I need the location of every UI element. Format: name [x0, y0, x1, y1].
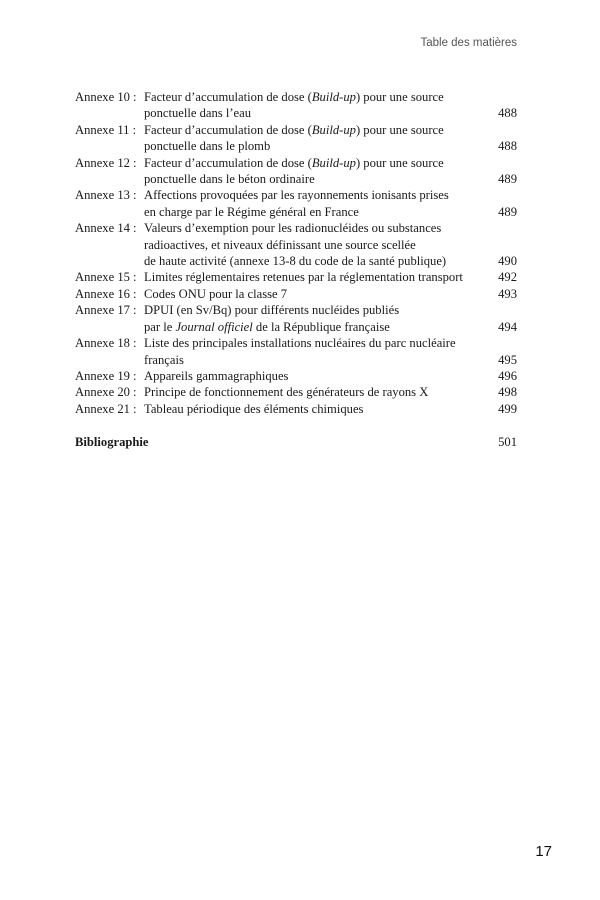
- toc-entry-annexe-11[interactable]: [75, 122, 517, 155]
- toc-entry-bibliography[interactable]: [75, 434, 517, 450]
- toc-entry-title-line: Limites réglementaires retenues par la réglementation transport: [144, 270, 463, 285]
- toc-entry-annexe-18[interactable]: [75, 335, 517, 368]
- toc-entry-page: 499: [498, 401, 517, 416]
- toc-entry-title-line: Tableau périodique des éléments chimiques: [144, 401, 364, 416]
- toc-entry-page: 492: [498, 270, 517, 285]
- toc-entry-title-line: en charge par le Régime général en France: [144, 204, 359, 219]
- toc-entry-label: Annexe 17 :: [75, 303, 137, 318]
- toc-entry-label: Annexe 19 :: [75, 368, 137, 383]
- toc-entry-page: 501: [498, 435, 517, 450]
- toc-entry-page: 488: [498, 106, 517, 121]
- toc-entry-title-line: par le Journal officiel de la République française: [144, 319, 390, 334]
- toc-entry-title-line: Liste des principales installations nucléaires du parc nucléaire: [144, 336, 456, 351]
- toc-entry-page: 498: [498, 385, 517, 400]
- toc-entry-annexe-14[interactable]: [75, 220, 517, 269]
- toc-entry-annexe-21[interactable]: [75, 401, 517, 417]
- toc-entry-title-line: Facteur d’accumulation de dose (Build-up) pour une source: [144, 155, 444, 170]
- toc-entry-title-line: DPUI (en Sv/Bq) pour différents nucléides publiés: [144, 303, 400, 318]
- toc-entry-page: 494: [498, 319, 517, 334]
- toc-entry-title-line: Principe de fonctionnement des générateurs de rayons X: [144, 385, 429, 400]
- table-of-contents: [75, 89, 517, 451]
- toc-entry-title-line: Facteur d’accumulation de dose (Build-up) pour une source: [144, 90, 444, 104]
- toc-entry-page: 489: [498, 172, 517, 187]
- toc-entry-page: 495: [498, 352, 517, 367]
- toc-entry-title-line: Facteur d’accumulation de dose (Build-up) pour une source: [144, 122, 444, 137]
- toc-entry-title-line: de haute activité (annexe 13-8 du code de la santé publique): [144, 254, 447, 269]
- toc-entry-label: Annexe 20 :: [75, 385, 137, 400]
- section-spacer: [75, 417, 517, 434]
- toc-entry-page: 489: [498, 204, 517, 219]
- toc-entry-title-line: radioactives, et niveaux définissant une source scellée: [144, 237, 416, 252]
- toc-entry-title-line: Affections provoquées par les rayonnements ionisants prises: [144, 188, 449, 203]
- toc-entry-annexe-17[interactable]: [75, 302, 517, 335]
- toc-entry-page: 496: [498, 368, 517, 383]
- running-head: Table des matières: [420, 37, 517, 49]
- toc-entry-annexe-10[interactable]: [75, 89, 517, 122]
- toc-entry-label: Annexe 13 :: [75, 188, 137, 203]
- toc-entry-title-line: ponctuelle dans l’eau: [144, 106, 252, 121]
- toc-entry-page: 488: [498, 139, 517, 154]
- toc-entry-label: Annexe 10 :: [75, 90, 137, 104]
- toc-entry-annexe-16[interactable]: [75, 286, 517, 302]
- toc-entry-annexe-19[interactable]: [75, 368, 517, 384]
- page-number: 17: [535, 843, 552, 860]
- toc-entry-label: Annexe 21 :: [75, 401, 137, 416]
- toc-entry-annexe-15[interactable]: [75, 269, 517, 285]
- toc-entry-page: 493: [498, 286, 517, 301]
- toc-entry-title-line: Codes ONU pour la classe 7: [144, 286, 288, 301]
- toc-entry-title-line: français: [144, 352, 184, 367]
- toc-entry-annexe-12[interactable]: [75, 155, 517, 188]
- toc-entry-annexe-20[interactable]: [75, 384, 517, 400]
- toc-entry-label: Annexe 16 :: [75, 286, 137, 301]
- toc-entry-annexe-13[interactable]: [75, 187, 517, 220]
- toc-entry-label: Annexe 14 :: [75, 221, 137, 236]
- toc-entry-page: 490: [498, 254, 517, 269]
- toc-entry-label: Annexe 11 :: [75, 122, 137, 137]
- toc-entry-title-line: ponctuelle dans le béton ordinaire: [144, 172, 315, 187]
- toc-entry-title-line: Valeurs d’exemption pour les radionucléides ou substances: [144, 221, 442, 236]
- bibliography-label: Bibliographie: [75, 435, 149, 450]
- toc-entry-label: Annexe 18 :: [75, 336, 137, 351]
- toc-entry-title-line: Appareils gammagraphiques: [144, 368, 289, 383]
- toc-entry-label: Annexe 15 :: [75, 270, 137, 285]
- toc-entry-label: Annexe 12 :: [75, 155, 137, 170]
- toc-entry-title-line: ponctuelle dans le plomb: [144, 139, 271, 154]
